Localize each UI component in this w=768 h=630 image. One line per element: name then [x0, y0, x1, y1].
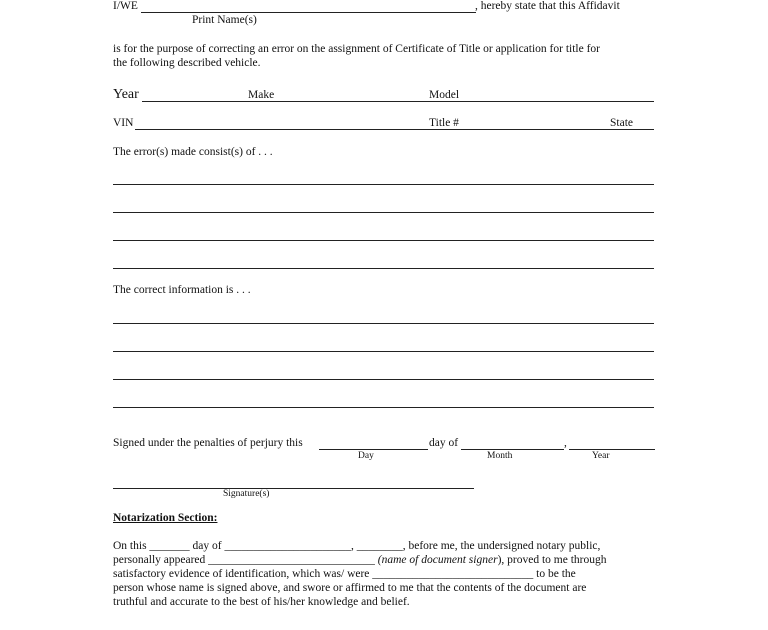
print-names-label: Print Name(s)	[192, 14, 257, 26]
correct-line-3[interactable]	[113, 379, 654, 380]
errors-line-1[interactable]	[113, 184, 654, 185]
notary-line-1: On this _______ day of ______________________, ________, before me, the undersigned notary public,	[113, 540, 601, 552]
notary-line-2	[113, 554, 606, 566]
make-label: Make	[248, 89, 275, 101]
purpose-line-1: is for the purpose of correcting an error on the assignment of Certificate of Title or application for title for	[113, 43, 601, 55]
correct-info-label: The correct information is . . .	[113, 284, 251, 296]
purpose-line-2: the following described vehicle.	[113, 57, 261, 69]
year-label: Year	[113, 87, 139, 102]
vin-label: VIN	[113, 117, 134, 129]
signed-perjury-text: Signed under the penalties of perjury this	[113, 437, 303, 449]
model-label: Model	[429, 89, 460, 101]
errors-label: The error(s) made consist(s) of . . .	[113, 146, 273, 158]
correct-line-2[interactable]	[113, 351, 654, 352]
year-caption: Year	[592, 451, 610, 461]
errors-line-3[interactable]	[113, 240, 654, 241]
vehicle-line-2[interactable]	[135, 129, 654, 130]
month-line[interactable]	[461, 449, 564, 450]
signature-line[interactable]	[113, 488, 474, 489]
month-caption: Month	[487, 451, 513, 461]
errors-line-2[interactable]	[113, 212, 654, 213]
day-caption: Day	[358, 451, 374, 461]
hereby-state-text: , hereby state that this Affidavit	[475, 0, 620, 12]
notary-line-2a: personally appeared _____________________________	[113, 554, 378, 566]
vehicle-line-1[interactable]	[142, 101, 654, 102]
errors-line-4[interactable]	[113, 268, 654, 269]
state-label: State	[610, 117, 633, 129]
print-names-line[interactable]	[141, 12, 476, 13]
title-number-label: Title #	[429, 117, 459, 129]
correct-line-1[interactable]	[113, 323, 654, 324]
notary-line-5: truthful and accurate to the best of his/her knowledge and belief.	[113, 596, 410, 608]
notary-line-2c: ), proved to me through	[497, 554, 607, 566]
day-of-text: day of	[429, 437, 459, 449]
iwe-label: I/WE	[113, 0, 138, 12]
notary-line-4: person whose name is signed above, and swore or affirmed to me that the contents of the document are	[113, 582, 587, 594]
comma: ,	[564, 437, 567, 449]
correct-line-4[interactable]	[113, 407, 654, 408]
day-line[interactable]	[319, 449, 428, 450]
document-signer-label: (name of document signer	[377, 554, 498, 566]
notary-line-3: satisfactory evidence of identification, which was/ were ____________________________ to be the	[113, 568, 576, 580]
notarization-heading: Notarization Section:	[113, 512, 218, 524]
year-line[interactable]	[569, 449, 655, 450]
signature-caption: Signature(s)	[223, 489, 270, 499]
